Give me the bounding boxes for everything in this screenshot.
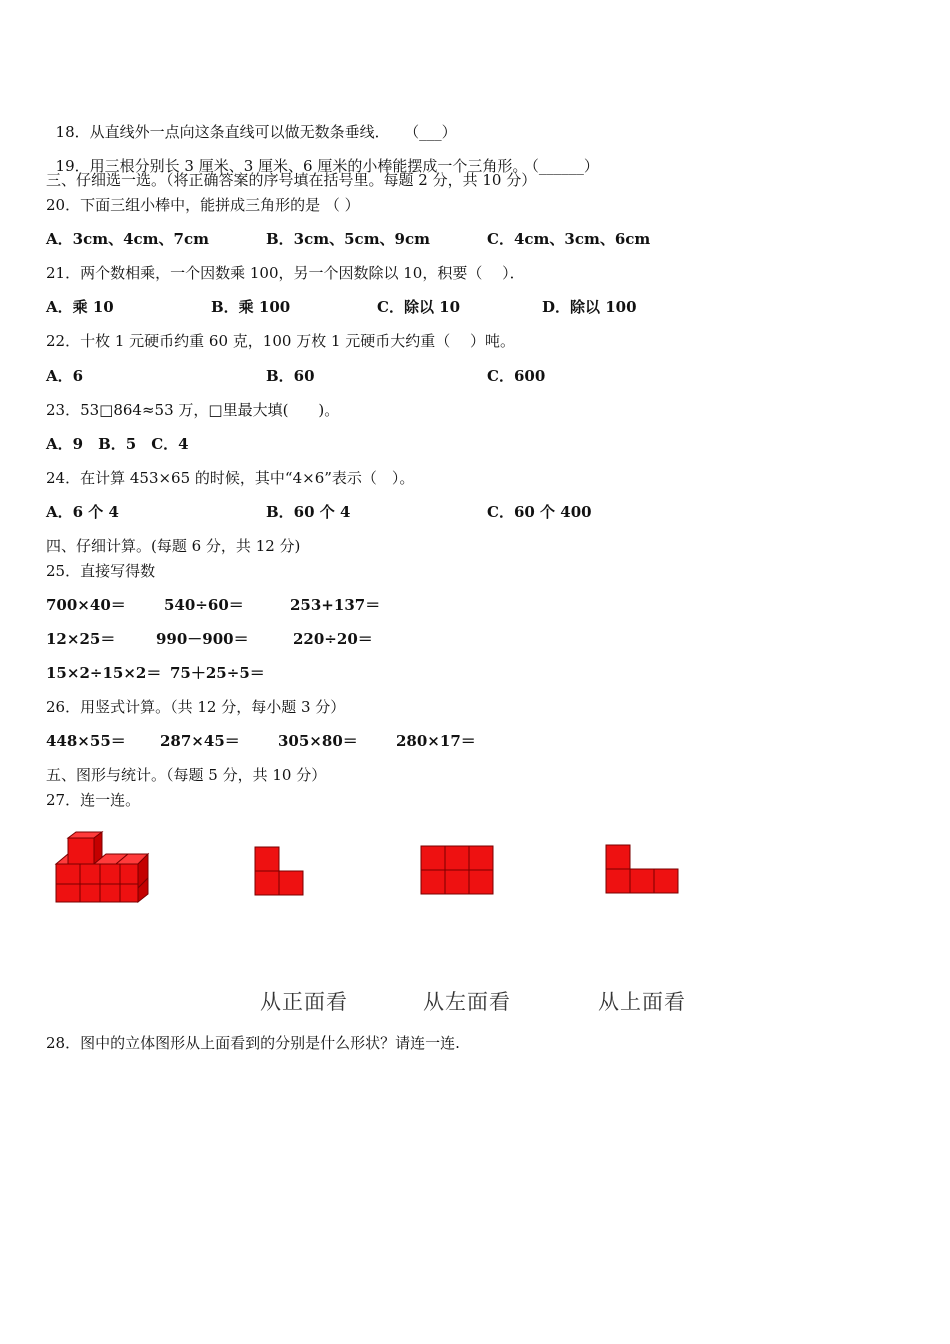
calc-item: 75＋25÷5＝ [170, 664, 265, 682]
calc-item: 540÷60＝ [164, 596, 244, 614]
option-c[interactable]: C．除以 10 [377, 298, 461, 316]
calc-item: 990－900＝ [156, 630, 249, 648]
question-19-text: 19．用三根分别长 3 厘米、3 厘米、6 厘米的小棒能摆成一个三角形。 [55, 157, 528, 175]
option-a[interactable]: A．乘 10 [46, 298, 114, 316]
view-shape-l [254, 846, 306, 898]
option-c[interactable]: C．600 [487, 367, 546, 385]
section-heading-3: 三、仔细选一选。（将正确答案的序号填在括号里。每题 2 分，共 10 分） [46, 171, 537, 189]
calc-item: 12×25＝ [46, 630, 116, 648]
view-label-left: 从左面看 [423, 990, 511, 1014]
calc-item: 700×40＝ [46, 596, 126, 614]
question-28-text: 28．图中的立体图形从上面看到的分别是什么形状？请连一连. [46, 1034, 460, 1052]
option-d[interactable]: D．除以 100 [542, 298, 637, 316]
view-label-front: 从正面看 [260, 990, 348, 1014]
cube-solid-figure [52, 830, 152, 906]
option-c[interactable]: C．60 个 400 [487, 503, 592, 521]
calc-item: 220÷20＝ [293, 630, 373, 648]
option-b[interactable]: B．乘 100 [211, 298, 291, 316]
question-22-text: 22．十枚 1 元硬币约重 60 克，100 万枚 1 元硬币大约重（ ）吨。 [46, 332, 516, 350]
view-label-top: 从上面看 [598, 990, 686, 1014]
question-23-text: 23．53□864≈53 万，□里最大填( )。 [46, 401, 340, 419]
option-a[interactable]: A．3cm、4cm、7cm [46, 230, 209, 248]
option-c[interactable]: C．4cm、3cm、6cm [487, 230, 651, 248]
option-list[interactable]: A．9 B．5 C．4 [46, 435, 189, 453]
question-27-text: 27．连一连。 [46, 791, 141, 809]
calc-item: 287×45＝ [160, 732, 240, 750]
section-heading-5: 五、图形与统计。（每题 5 分，共 10 分） [46, 766, 327, 784]
answer-blank[interactable]: （______） [531, 157, 599, 175]
section-heading-4: 四、仔细计算。(每题 6 分，共 12 分) [46, 537, 301, 555]
calc-item: 305×80＝ [278, 732, 358, 750]
option-b[interactable]: B．3cm、5cm、9cm [266, 230, 431, 248]
question-20-text: 20．下面三组小棒中，能拼成三角形的是 （ ） [46, 196, 360, 214]
option-a[interactable]: A．6 个 4 [46, 503, 119, 521]
calc-item: 280×17＝ [396, 732, 476, 750]
option-b[interactable]: B．60 个 4 [266, 503, 351, 521]
question-21-text: 21．两个数相乘，一个因数乘 100，另一个因数除以 10，积要（ ）． [46, 264, 525, 282]
view-shape-step [605, 844, 681, 896]
question-18-text: 18．从直线外一点向这条直线可以做无数条垂线． [55, 123, 390, 141]
calc-item: 253+137＝ [290, 596, 381, 614]
calc-item: 15×2÷15×2＝ [46, 664, 162, 682]
view-shape-rectangle [420, 845, 496, 897]
question-25-text: 25．直接写得数 [46, 562, 156, 580]
calc-item: 448×55＝ [46, 732, 126, 750]
answer-blank[interactable]: （___） [411, 123, 457, 141]
option-b[interactable]: B．60 [266, 367, 315, 385]
question-24-text: 24．在计算 453×65 的时候，其中“4×6”表示（ ）。 [46, 469, 415, 487]
question-26-text: 26．用竖式计算。（共 12 分，每小题 3 分） [46, 698, 346, 716]
option-a[interactable]: A．6 [46, 367, 84, 385]
